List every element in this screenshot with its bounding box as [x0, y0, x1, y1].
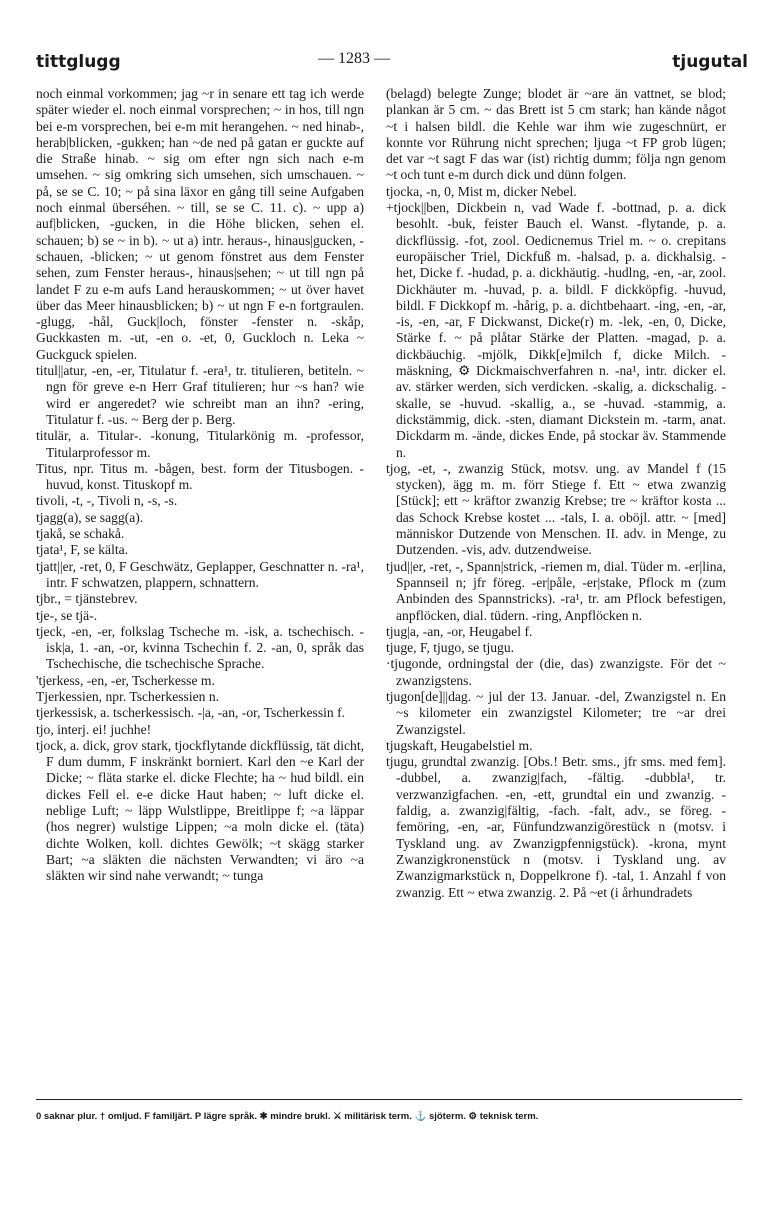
dictionary-entry: tjugon[de]||dag. ~ jul der 13. Januar. -del, Zwanzigstel n. En ~s kilometer ein zwanzigstel Kilometer; tre ~ar drei Zwanzigstel. — [386, 688, 726, 737]
header-left-guide-word: tittglugg — [36, 52, 121, 72]
footer-divider — [36, 1099, 742, 1100]
dictionary-entry: 'tjerkess, -en, -er, Tscherkesse m. — [36, 672, 215, 688]
dictionary-entry: tjata¹, F, se kälta. — [36, 542, 129, 558]
dictionary-entry: +tjock||ben, Dickbein n, vad Wade f. -bottnad, p. a. dick besohlt. -buk, feister Bauch el. Wanst. -flytande, p. a. dickflüssig. -fot, zool. Oedicnemus Triel m. ~ o. crepitans europäischer Triel, Dickfuß m. -halsad, p. a. dickhalsig. -het, Dicke f. -hudad, p. a. dickhäutig. -hudlng, -en, -ar, zool. Dickhäuter m. -huvad, p. a. bildl. F dickköpfig. -huvud, bildl. F Dickkopf m. -hårig, p. a. dichtbehaart. -ing, -en, -ar, -is, -en, -ar, F Dickwanst, Dicke(r) m. -lek, -en, 0, Dicke, Stärke f. ~ på plåtar Stärke der Platten. -magad, p. a. dickbäuchig. -mjölk, Dikk[e]milch f, dicke Milch. -mäskning, ⚙ Dickmaischverfahren n. -na¹, intr. dicker el. av. stärker werden, sich verdicken. -skalig, a. dickschalig. -skalle, se -huvud. -skallig, a., se -huvad. -stammig, a. dickstämmig, dick. -sten, diamant Dickstein m. -tarm, anat. Dickdarm m. -ände, dickes Ende, på stockar äv. Stammende n. — [386, 200, 726, 460]
dictionary-entry: tjugu, grundtal zwanzig. [Obs.! Betr. sms., jfr sms. med fem]. -dubbel, a. zwanzig|fach, -fältig. -dubbla¹, tr. verzwanzigfachen. -en, -ett, grundtal ein und zwanzig. -faldig, a. zwanzig|fältig, -fach. -falt, adv., se föreg. -femöring, -en, -ar, Fünfundzwanzigörestück n (motsv. i Tyskland ung. av Zwanzigpfennigstück). -krona, mynt Zwanzigkronenstück n (motsv. i Tyskland ung. av Zwanzigmarkstück n, Doppelkrone f). -tal, 1. Anzahl f von zwanzig. Ett ~ etwa zwanzig. 2. På ~et (i århundradets — [386, 754, 726, 900]
left-column — [36, 86, 364, 885]
dictionary-entry: Tjerkessien, npr. Tscherkessien n. — [36, 688, 220, 704]
dictionary-entry: noch einmal vorkommen; jag ~r in senare ett tag ich werde später wieder el. noch einmal vorsprechen; ~ in hos, till ngn bei e-m vorsprechen, bei e-m mit herangehen. ~ ned hinab-, herab|blicken, -gukken; han ~de ned på gatan er guckte auf die Straße hinab. ~ sig om efter ngn sich nach e-m umsehen. ~ sig omkring sich umsehen, sich umschauen. ~ på, se se C. 10; ~ på sina läxor en gång till seine Aufgaben noch einmal überséhen. ~ till, se se C. 11. c). ~ upp a) auf|blicken, -gucken, in die Höhe blicken, sehen el. schauen; b) se ~ in b). ~ ut a) intr. heraus-, hinaus|gucken, -schauen, -blicken; ~ ut genom fönstret aus dem Fenster sehen, zum Fenster heraus-, hinaus|sehen; ~ ut till ngn på landet F zu e-m aufs Land herauskommen; ~ ut över havet über das Meer hinausblicken; b) ~ ut ngn F e-n fortgraulen. -glugg, -hål, Guck|loch, fönster -fenster n. -skåp, Guckkasten m. -ut, -en o. -et, 0, Guckloch n. Leka ~ Guckguck spielen. — [36, 86, 364, 362]
dictionary-entry: titulär, a. Titular-. -konung, Titularkönig m. -professor, Titularprofessor m. — [36, 428, 364, 460]
dictionary-entry: tjuge, F, tjugo, se tjugu. — [386, 640, 515, 656]
header-right-guide-word: tjugutal — [672, 52, 748, 72]
dictionary-entry: tjud||er, -ret, -, Spann|strick, -riemen m, dial. Tüder m. -er|lina, Spannseil n; jfr föreg. -er|påle, -er|stake, Pflock m (zum Anbinden des Spannstricks). -ra¹, tr. am Pflock befestigen, anpflöcken, dial. tüdern. -ring, Anpflöcken n. — [386, 558, 726, 623]
dictionary-entry: tje-, se tjä-. — [36, 607, 98, 623]
dictionary-entry: tjo, interj. ei! juchhe! — [36, 721, 152, 737]
dictionary-entry: tjock, a. dick, grov stark, tjockflytande dickflüssig, tät dicht, F dum dumm, F inskränkt borniert. Karl den ~e Karl der Dicke; ~ fläta starke el. dicke Flechte; ha ~ hud bildl. ein dickes Fell el. e-e dicke Haut haben; ~ luft dicke el. neblige Luft; ~ läpp Wulstlippe, Breitlippe f; ~a läppar (hos negrer) wulstige Lippen; ~a moln dicke el. (täta) dichte Wolken, koll. dichtes Gewölk; ~t skägg starker Bart; ~a släkten die nächsten Verwandten; vi äro ~a släkten wir sind nahe verwandt; ~ tunga — [36, 737, 364, 884]
dictionary-entry: tjeck, -en, -er, folkslag Tscheche m. -isk, a. tschechisch. -isk|a, 1. -an, -or, kvinna Tschechin f. 2. -an, 0, språk das Tschechische, die tschechische Sprache. — [36, 623, 364, 672]
abbreviation-legend: 0 saknar plur. † omljud. F familjärt. P lägre språk. ✱ mindre brukl. ⚔ militärisk term. ⚓ sjöterm. ⚙ teknisk term. — [36, 1111, 539, 1122]
dictionary-entry: tjog, -et, -, zwanzig Stück, motsv. ung. av Mandel f (15 stycken), ägg m. m. förr Stiege f. Ett ~ etwa zwanzig [Stück]; ett ~ kräftor zwanzig Krebse; tre ~ kräftor kosta ... das Schock Krebse kostet ... -tals, I. a. oböjl. attr. ~ [med] människor Dutzende von Menschen. II. adv. in Menge, zu Dutzenden. -vis, adv. dutzendweise. — [386, 460, 726, 558]
dictionary-entry: tjbr., = tjänstebrev. — [36, 591, 138, 607]
dictionary-entry: tjocka, -n, 0, Mist m, dicker Nebel. — [386, 183, 577, 199]
dictionary-entry: Titus, npr. Titus m. -bågen, best. form der Titusbogen. -huvud, konst. Tituskopf m. — [36, 460, 364, 493]
dictionary-entry: titul||atur, -en, -er, Titulatur f. -era¹, tr. titulieren, betiteln. ~ ngn för greve e-n Herr Graf titulieren; hur ~s han? wie wird er angeredet? wie schreibt man an ihn? -ering, Titulatur f. -us. ~ Berg der p. Berg. — [36, 363, 364, 427]
dictionary-entry: tjatt||er, -ret, 0, F Geschwätz, Geplapper, Geschnatter n. -ra¹, intr. F schwatzen, plappern, schnattern. — [36, 558, 364, 590]
dictionary-entry: tjug|a, -an, -or, Heugabel f. — [386, 623, 533, 639]
page-number: — 1283 — — [318, 50, 390, 67]
dictionary-entry: tjagg(a), se sagg(a). — [36, 509, 144, 525]
right-column — [386, 86, 726, 901]
dictionary-entry: tjugskaft, Heugabelstiel m. — [386, 737, 533, 753]
dictionary-entry: ·tjugonde, ordningstal der (die, das) zwanzigste. För det ~ zwanzigstens. — [386, 656, 726, 688]
dictionary-entry: tivoli, -t, -, Tivoli n, -s, -s. — [36, 493, 178, 509]
dictionary-entry: tjakå, se schakå. — [36, 526, 125, 542]
dictionary-entry: tjerkessisk, a. tscherkessisch. -|a, -an, -or, Tscherkessin f. — [36, 705, 346, 721]
dictionary-entry: (belagd) belegte Zunge; blodet är ~are än vattnet, se blod; plankan är 5 cm. ~ das Brett ist 5 cm stark; han kände något ~t i halsen bildl. die Kehle war ihm wie zugeschnürt, er konnte vor Rührung nicht sprechen; ljuga ~t FP grob lügen; det var ~t sagt F das war (ist) richtig dumm; följa ngn genom ~t och tunt e-m durch dick und dünn folgen. — [386, 86, 726, 183]
